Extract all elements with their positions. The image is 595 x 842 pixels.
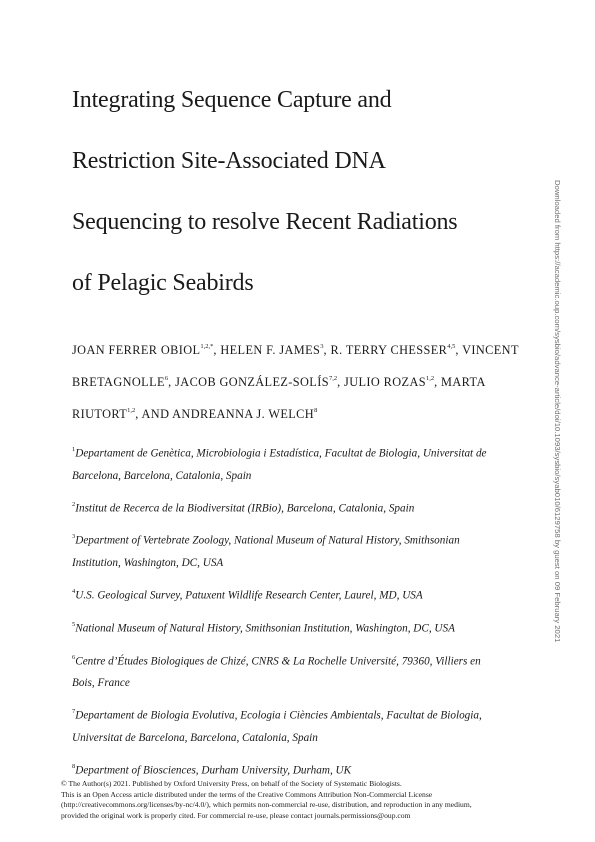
affiliation-list xyxy=(72,440,532,790)
author-name: , VINCENT xyxy=(455,343,519,358)
affiliation xyxy=(72,702,532,749)
affiliation-text: Universitat de Barcelona, Barcelona, Catalonia, Spain xyxy=(72,732,318,745)
affiliation-text: Institut de Recerca de la Biodiversitat (IRBio), Barcelona, Catalonia, Spain xyxy=(75,502,415,515)
footer-line: © The Author(s) 2021. Published by Oxford University Press, on behalf of the Society of Systematic Biologists. xyxy=(61,779,402,788)
affiliation-number: 6 xyxy=(72,653,76,661)
affiliation-number: 8 xyxy=(72,763,76,771)
footer-line: provided the original work is properly cited. For commercial re-use, please contact journals.permissions@oup.com xyxy=(61,810,411,820)
author-name: RIUTORT xyxy=(72,407,128,422)
footer-line: This is an Open Access article distributed under the terms of the Creative Commons Attribution Non-Commercial License xyxy=(61,789,433,799)
affiliation xyxy=(72,615,532,640)
author-affiliation-marker: 8 xyxy=(314,407,318,415)
affiliation-text: Departament de Biologia Evolutiva, Ecologia i Ciències Ambientals, Facultat de Biologia, xyxy=(75,710,482,723)
affiliation-text: Department of Vertebrate Zoology, National Museum of Natural History, Smithsonian xyxy=(75,535,460,548)
author-name: , MARTA xyxy=(434,375,486,390)
affiliation-text: Bois, France xyxy=(72,677,130,690)
affiliation-text: Centre d’Études Biologiques de Chizé, CNRS & La Rochelle Université, 79360, Villiers en xyxy=(75,655,481,668)
author-line xyxy=(72,397,542,429)
affiliation-number: 7 xyxy=(72,708,76,716)
affiliation-text: Institution, Washington, DC, USA xyxy=(72,557,224,570)
author-affiliation-marker: 3 xyxy=(320,343,324,350)
affiliation-number: 5 xyxy=(72,620,76,628)
author-affiliation-marker: 4,5 xyxy=(447,343,456,350)
paper-title xyxy=(72,70,542,314)
download-watermark: Downloaded from https://academic.oup.com/sysbio/advance-article/doi/10.1093/sysbio/syab010/6129758 by guest on 09 February 2021 xyxy=(553,180,562,643)
affiliation-text: Barcelona, Barcelona, Catalonia, Spain xyxy=(72,469,252,482)
author-name: BRETAGNOLLE xyxy=(72,375,165,390)
affiliation-text: National Museum of Natural History, Smithsonian Institution, Washington, DC, USA xyxy=(75,622,455,635)
author-affiliation-marker: 1,2 xyxy=(127,407,136,415)
title-line: Sequencing to resolve Recent Radiations xyxy=(72,209,458,235)
affiliation-text: Department of Biosciences, Durham University, Durham, UK xyxy=(75,764,352,777)
affiliation xyxy=(72,495,532,520)
affiliation xyxy=(72,582,532,607)
author-name: JOAN FERRER OBIOL xyxy=(72,343,201,358)
affiliation-text: U.S. Geological Survey, Patuxent Wildlife Research Center, Laurel, MD, USA xyxy=(75,589,423,602)
affiliation-text: Departament de Genètica, Microbiologia i Estadística, Facultat de Biologia, Universitat de xyxy=(75,447,487,460)
affiliation-number: 1 xyxy=(72,446,76,453)
affiliation xyxy=(72,527,532,574)
author-affiliation-marker: 6 xyxy=(164,375,169,383)
author-name: , JULIO ROZAS xyxy=(337,375,426,390)
title-line: of Pelagic Seabirds xyxy=(72,270,254,296)
affiliation xyxy=(72,648,532,695)
author-name: , HELEN F. JAMES xyxy=(213,343,321,358)
author-line xyxy=(72,333,542,365)
copyright-footer xyxy=(61,779,551,821)
author-affiliation-marker: 7,2 xyxy=(328,375,338,383)
author-line xyxy=(72,365,542,397)
footer-line: (http://creativecommons.org/licenses/by-nc/4.0/), which permits non-commercial re-use, distribution, and reproduction in any medium, xyxy=(61,800,472,809)
author-affiliation-marker: 1,2,* xyxy=(200,343,214,350)
author-list xyxy=(72,333,542,429)
affiliation-number: 2 xyxy=(72,500,76,508)
title-line: Restriction Site-Associated DNA xyxy=(72,148,386,174)
title-line: Integrating Sequence Capture and xyxy=(72,87,392,113)
author-name: , JACOB GONZÁLEZ-SOLÍS xyxy=(168,375,329,390)
affiliation-number: 4 xyxy=(72,588,76,596)
affiliation-number: 3 xyxy=(72,533,76,541)
author-name: , AND ANDREANNA J. WELCH xyxy=(135,407,315,422)
affiliation xyxy=(72,440,532,487)
author-name: , R. TERRY CHESSER xyxy=(323,343,448,358)
author-affiliation-marker: 1,2 xyxy=(425,375,435,383)
